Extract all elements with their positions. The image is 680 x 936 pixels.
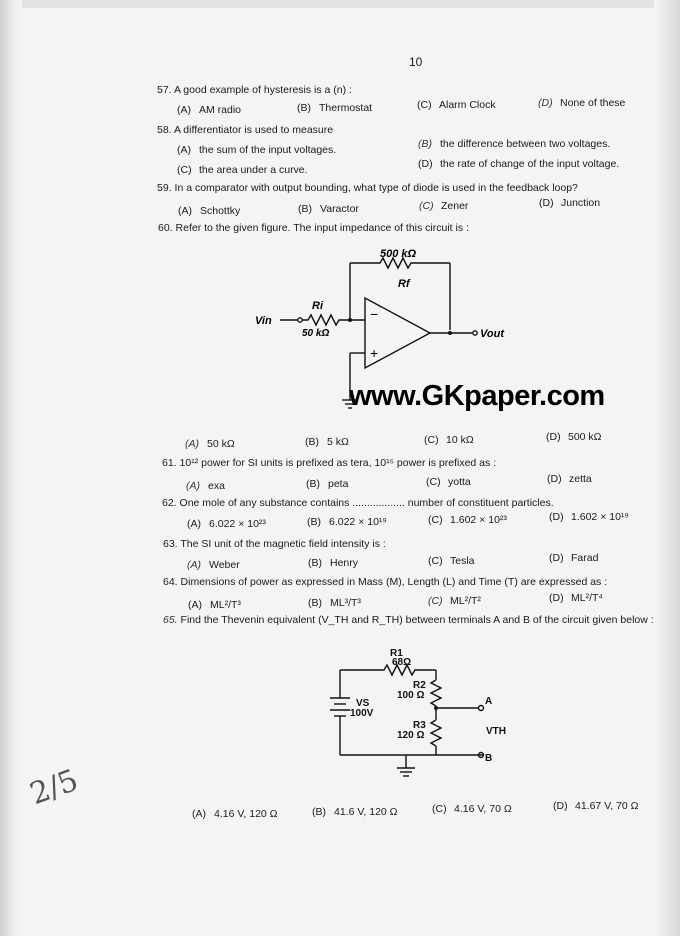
r2-resistor (431, 680, 441, 706)
question-number: 64. (163, 576, 178, 588)
question-number: 65. (163, 614, 178, 626)
option-letter: (C) (432, 803, 447, 815)
option-text: Zener (441, 200, 469, 212)
option-letter: (D) (418, 158, 433, 170)
option-letter-ticked: (C) (428, 595, 443, 607)
vout-label: Vout (480, 328, 505, 340)
option-62a (187, 518, 266, 530)
rf-value: 500 kΩ (380, 248, 417, 260)
r3-value: 120 Ω (397, 730, 425, 741)
option-59b (298, 203, 359, 215)
option-letter-ticked: (A) (187, 559, 201, 571)
option-62c (428, 514, 507, 526)
option-text: Farad (571, 552, 599, 564)
option-text: the sum of the input voltages. (199, 144, 337, 156)
minus-sign: − (370, 306, 379, 322)
option-text: zetta (569, 473, 592, 485)
option-letter: (D) (549, 552, 564, 564)
question-number: 57. (157, 84, 172, 96)
option-letter-ticked: (C) (419, 200, 434, 212)
option-text: Henry (330, 557, 359, 569)
handwritten-margin-note: 2/5 (25, 762, 83, 813)
option-64b (308, 597, 361, 609)
question-57 (157, 84, 352, 96)
option-letter: (A) (177, 144, 191, 156)
option-text: Tesla (450, 555, 475, 567)
option-64d (549, 592, 603, 604)
question-64 (163, 576, 607, 588)
option-letter: (B) (306, 478, 320, 490)
option-64c (428, 595, 481, 607)
scan-edge-left (0, 0, 22, 936)
option-letter: (A) (177, 104, 191, 116)
option-text: 41.6 V, 120 Ω (334, 806, 398, 818)
option-letter: (B) (297, 102, 311, 114)
option-63d (549, 552, 598, 564)
option-letter: (A) (188, 599, 202, 611)
vin-terminal (298, 318, 302, 322)
option-text: yotta (448, 476, 471, 488)
option-letter: (B) (307, 516, 321, 528)
ri-resistor (302, 315, 365, 325)
question-text: The SI unit of the magnetic field intensity is : (180, 538, 386, 550)
option-letter: (B) (305, 436, 319, 448)
vth-label: VTH (486, 726, 506, 737)
option-text: 4.16 V, 70 Ω (454, 803, 512, 815)
option-letter: (D) (547, 473, 562, 485)
question-text: A differentiator is used to measure (173, 124, 334, 136)
option-text: Schottky (200, 205, 241, 217)
rf-label: Rf (398, 278, 410, 290)
vs-value: 100V (350, 708, 374, 719)
option-58d (418, 158, 619, 170)
question-text: One mole of any substance contains .................. number of constituent particles. (179, 497, 554, 509)
option-letter: (B) (308, 557, 322, 569)
r1-value: 68Ω (392, 657, 412, 668)
option-57a (177, 104, 241, 116)
question-60 (158, 222, 469, 234)
option-60c (424, 434, 474, 446)
option-65d (553, 800, 639, 812)
option-65c (432, 803, 512, 815)
question-text: Refer to the given figure. The input impedance of this circuit is : (175, 222, 469, 234)
option-text: 6.022 × 10¹⁹ (329, 516, 387, 528)
option-text: the area under a curve. (199, 164, 308, 176)
question-61 (162, 457, 496, 469)
vin-label: Vin (255, 315, 272, 327)
question-number: 63. (163, 538, 178, 550)
ri-value: 50 kΩ (302, 328, 330, 339)
option-58c (177, 164, 308, 176)
question-text: In a comparator with output bounding, what type of diode is used in the feedback loop? (174, 182, 578, 194)
option-letter: (A) (178, 205, 192, 217)
node-b-label: B (485, 753, 493, 764)
option-text: Varactor (320, 203, 359, 215)
question-59 (157, 182, 578, 194)
option-letter: (A) (187, 518, 201, 530)
option-64a (188, 599, 241, 611)
question-62 (162, 497, 554, 509)
option-letter-ticked: (A) (186, 480, 200, 492)
option-text: 50 kΩ (207, 438, 235, 450)
option-letter: (D) (553, 800, 568, 812)
option-text: the difference between two voltages. (440, 138, 611, 150)
junction-dot (434, 706, 438, 710)
r2-value: 100 Ω (397, 690, 425, 701)
question-text: Find the Thevenin equivalent (V_TH and R_TH) between terminals A and B of the circuit given below : (180, 614, 654, 626)
option-letter: (C) (428, 555, 443, 567)
option-58a (177, 144, 336, 156)
option-62d (549, 511, 629, 523)
option-letter: (D) (546, 431, 561, 443)
option-letter-ticked: (A) (185, 438, 199, 450)
figure-65-divider-circuit (318, 640, 538, 790)
option-text: 10 kΩ (446, 434, 474, 446)
option-letter-ticked: (B) (418, 138, 432, 150)
option-letter: (B) (312, 806, 326, 818)
option-text: peta (328, 478, 349, 490)
option-text: None of these (560, 97, 626, 109)
option-61b (306, 478, 348, 490)
option-text: Junction (561, 197, 601, 209)
vs-label: VS (356, 698, 370, 709)
option-63a (187, 559, 240, 571)
option-letter: (C) (177, 164, 192, 176)
option-letter: (C) (424, 434, 439, 446)
question-text: A good example of hysteresis is a (n) : (173, 84, 352, 96)
option-text: Weber (209, 559, 240, 571)
question-text: 10¹² power for SI units is prefixed as tera, 10¹⁵ power is prefixed as : (179, 457, 497, 469)
plus-sign: + (370, 345, 379, 361)
option-57b (297, 102, 372, 114)
option-text: 4.16 V, 120 Ω (214, 808, 278, 820)
page-number: 10 (409, 55, 423, 69)
option-letter: (C) (417, 99, 432, 111)
ri-label: Ri (312, 300, 323, 312)
option-letter: (C) (428, 514, 443, 526)
option-61a (186, 480, 225, 492)
option-letter: (D) (539, 197, 554, 209)
option-text: the rate of change of the input voltage. (440, 158, 620, 170)
r3-resistor (431, 720, 441, 746)
option-63c (428, 555, 475, 567)
vout-terminal (473, 331, 477, 335)
option-60b (305, 436, 349, 448)
question-58 (157, 124, 333, 136)
question-number: 61. (162, 457, 177, 469)
option-57d (538, 97, 625, 109)
option-text: 6.022 × 10²³ (209, 518, 266, 530)
option-text: exa (208, 480, 225, 492)
option-text: AM radio (199, 104, 242, 116)
r3-label: R3 (413, 720, 426, 731)
option-text: ML²/T⁴ (571, 592, 603, 604)
question-65 (163, 614, 654, 626)
option-letter: (D) (549, 592, 564, 604)
option-65a (192, 808, 278, 820)
option-60a (185, 438, 235, 450)
option-61d (547, 473, 592, 485)
scan-edge-top (0, 0, 680, 8)
scan-edge-right (654, 0, 680, 936)
question-text: Dimensions of power as expressed in Mass (M), Length (L) and Time (T) are expressed as : (180, 576, 608, 588)
terminal-a (479, 706, 484, 711)
r1-label: R1 (390, 648, 403, 659)
watermark-text: www.GKpaper.com (349, 380, 605, 412)
option-text: Thermostat (319, 102, 373, 114)
question-number: 59. (157, 182, 172, 194)
r2-label: R2 (413, 680, 426, 691)
node-a-label: A (485, 696, 493, 707)
option-text: 500 kΩ (568, 431, 602, 443)
option-62b (307, 516, 387, 528)
option-text: 41.67 V, 70 Ω (575, 800, 639, 812)
option-59a (178, 205, 240, 217)
option-letter: (B) (308, 597, 322, 609)
option-57c (417, 99, 496, 111)
option-letter: (C) (426, 476, 441, 488)
option-text: Alarm Clock (439, 99, 496, 111)
option-text: ML²/T³ (210, 599, 241, 611)
option-63b (308, 557, 358, 569)
option-59c (419, 200, 468, 212)
option-letter: (A) (192, 808, 206, 820)
option-61c (426, 476, 471, 488)
question-63 (163, 538, 386, 550)
question-number: 58. (157, 124, 172, 136)
question-number: 62. (162, 497, 177, 509)
option-58b (418, 138, 610, 150)
option-60d (546, 431, 602, 443)
option-65b (312, 806, 398, 818)
question-number: 60. (158, 222, 173, 234)
junction-dot (348, 318, 352, 322)
option-text: 1.602 × 10¹⁹ (571, 511, 629, 523)
option-59d (539, 197, 600, 209)
option-letter-ticked: (D) (538, 97, 553, 109)
option-text: ML²/T² (450, 595, 481, 607)
junction-dot (448, 331, 452, 335)
option-text: ML³/T³ (330, 597, 361, 609)
option-text: 5 kΩ (327, 436, 349, 448)
option-letter: (D) (549, 511, 564, 523)
option-letter: (B) (298, 203, 312, 215)
option-text: 1.602 × 10²³ (450, 514, 507, 526)
